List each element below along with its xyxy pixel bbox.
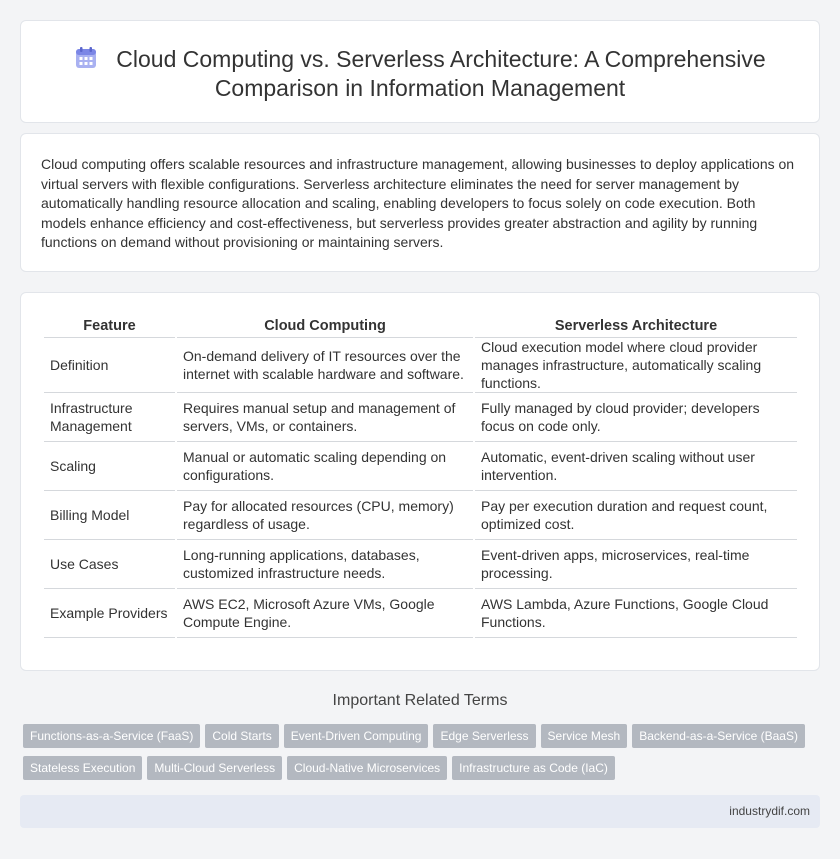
comparison-table (42, 314, 799, 638)
feature-cell: Infrastructure Management (44, 393, 175, 442)
serverless-cell: Pay per execution duration and request count, optimized cost. (475, 491, 797, 540)
related-terms-title: Important Related Terms (332, 692, 508, 709)
tag-edge-serverless[interactable]: Edge Serverless (433, 724, 535, 748)
table-row (44, 540, 797, 589)
serverless-cell: Fully managed by cloud provider; developers focus on code only. (475, 393, 797, 442)
calendar-icon (74, 46, 98, 70)
tag-service-mesh[interactable]: Service Mesh (541, 724, 628, 748)
serverless-cell: Automatic, event-driven scaling without user intervention. (475, 442, 797, 491)
footer (20, 795, 820, 828)
table-row (44, 491, 797, 540)
page-title: Cloud Computing vs. Serverless Architecture: A Comprehensive Comparison in Information Management (116, 46, 766, 101)
serverless-cell: Event-driven apps, microservices, real-time processing. (475, 540, 797, 589)
tag-stateless-execution[interactable]: Stateless Execution (23, 756, 142, 780)
table-row (44, 589, 797, 638)
tag-multi-cloud-serverless[interactable]: Multi-Cloud Serverless (147, 756, 282, 780)
header-serverless: Serverless Architecture (475, 314, 797, 338)
tag-cold-starts[interactable]: Cold Starts (205, 724, 278, 748)
feature-cell: Example Providers (44, 589, 175, 638)
footer-site[interactable]: industrydif.com (729, 804, 810, 818)
serverless-cell: AWS Lambda, Azure Functions, Google Cloud Functions. (475, 589, 797, 638)
feature-cell: Use Cases (44, 540, 175, 589)
cloud-cell: On-demand delivery of IT resources over the internet with scalable hardware and software. (177, 338, 473, 393)
page-title-wrap (21, 45, 819, 103)
header-card (20, 20, 820, 123)
tag-event-driven-computing[interactable]: Event-Driven Computing (284, 724, 429, 748)
feature-cell: Scaling (44, 442, 175, 491)
table-header-row (44, 314, 797, 338)
tag-faas[interactable]: Functions-as-a-Service (FaaS) (23, 724, 200, 748)
table-row (44, 338, 797, 393)
feature-cell: Definition (44, 338, 175, 393)
cloud-cell: Manual or automatic scaling depending on configurations. (177, 442, 473, 491)
serverless-cell: Cloud execution model where cloud provider manages infrastructure, automatically scaling functions. (475, 338, 797, 393)
tag-cloud-native-microservices[interactable]: Cloud-Native Microservices (287, 756, 447, 780)
table-row (44, 393, 797, 442)
cloud-cell: Pay for allocated resources (CPU, memory) regardless of usage. (177, 491, 473, 540)
tag-iac[interactable]: Infrastructure as Code (IaC) (452, 756, 615, 780)
table-row (44, 442, 797, 491)
feature-cell: Billing Model (44, 491, 175, 540)
comparison-card (20, 292, 820, 671)
intro-paragraph: Cloud computing offers scalable resources and infrastructure management, allowing businesses to deploy applications on virtual servers with flexible configurations. Serverless architecture eliminates the need for server management by automatically handling resource allocation and scaling, enabling developers to focus solely on code execution. Both models enhance efficiency and cost-effectiveness, but serverless provides greater abstraction and agility by running functions on demand without provisioning or maintaining servers. (41, 156, 795, 251)
intro-card (20, 133, 820, 272)
cloud-cell: AWS EC2, Microsoft Azure VMs, Google Compute Engine. (177, 589, 473, 638)
cloud-cell: Requires manual setup and management of servers, VMs, or containers. (177, 393, 473, 442)
related-terms-tags (23, 724, 813, 788)
header-feature: Feature (44, 314, 175, 338)
cloud-cell: Long-running applications, databases, customized infrastructure needs. (177, 540, 473, 589)
tag-baas[interactable]: Backend-as-a-Service (BaaS) (632, 724, 805, 748)
header-cloud-computing: Cloud Computing (177, 314, 473, 338)
